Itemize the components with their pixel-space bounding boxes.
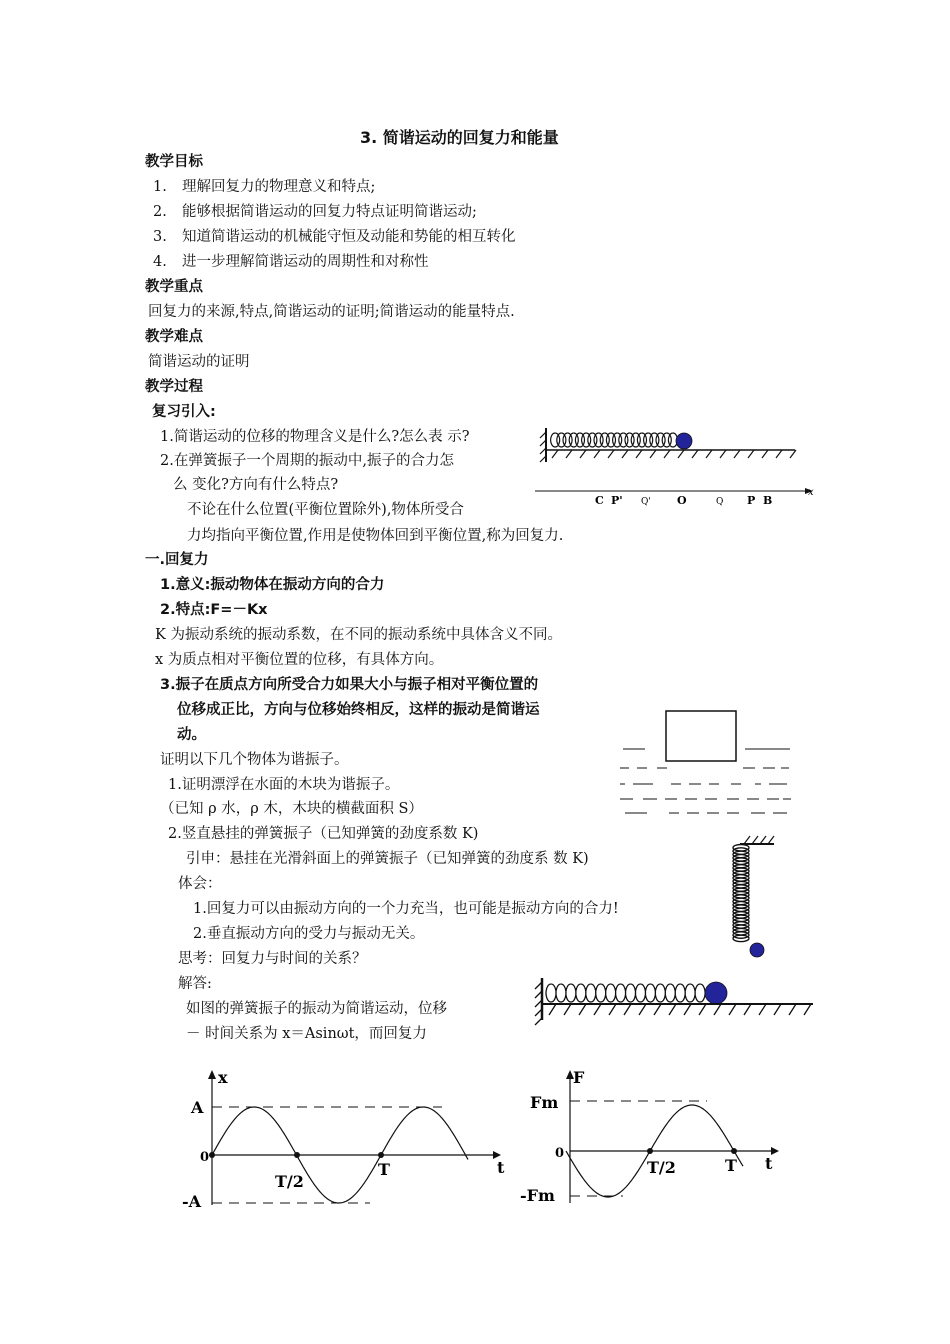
goal-item: 能够根据简谐运动的回复力特点证明简谐运动; [182, 204, 477, 220]
insight-heading: 体会： [178, 876, 222, 892]
graph-f-period: T [725, 1156, 737, 1175]
difficulty-heading: 教学难点 [145, 329, 203, 345]
graph-x-xlabel: t [497, 1158, 505, 1177]
graph-f-origin: 0 [555, 1146, 565, 1161]
insight-2: 2.垂直振动方向的受力与振动无关。 [193, 926, 425, 942]
definition-text-end: 动。 [177, 727, 206, 743]
axis-label-p-prime: P' [611, 494, 623, 507]
page-title: 3. 简谐运动的回复力和能量 [360, 128, 559, 147]
graph-f-xlabel: t [765, 1154, 773, 1173]
x-description: x 为质点相对平衡位置的位移，有具体方向。 [155, 652, 444, 668]
goal-item: 知道简谐运动的机械能守恒及动能和势能的相互转化 [182, 229, 516, 245]
axis-label-q: Q [716, 497, 724, 507]
answer-text: 如图的弹簧振子的振动为简谐运动，位移 [186, 1001, 447, 1017]
axis-label-o: O [677, 494, 687, 507]
prove-item-2: 2.竖直悬挂的弹簧振子（已知弹簧的劲度系数 K) [168, 826, 479, 842]
answer-text-cont: － 时间关系为 x＝Asinωt，而回复力 [186, 1026, 427, 1042]
prove-item-1-known: （已知 ρ 水，ρ 木，木块的横截面积 S） [160, 801, 423, 817]
goal-number: 4. [153, 254, 167, 270]
graph-f-half-period: T/2 [647, 1158, 676, 1177]
goal-number: 1. [153, 179, 167, 195]
review-answer-cont: 力均指向平衡位置,作用是使物体回到平衡位置,称为回复力. [187, 528, 564, 544]
review-heading: 复习引入: [152, 404, 216, 420]
answer-heading: 解答: [178, 976, 212, 992]
graph-f-amp-neg: -Fm [520, 1186, 555, 1205]
key-points-heading: 教学重点 [145, 279, 203, 295]
section-heading: 一.回复力 [145, 552, 209, 568]
vertical-spring-figure [730, 832, 780, 962]
spring-oscillator-figure-2 [525, 970, 825, 1025]
graph-x-origin: 0 [200, 1150, 210, 1165]
definition-text: 3.振子在质点方向所受合力如果大小与振子相对平衡位置的 [160, 677, 539, 693]
axis-label-x: x [808, 487, 814, 498]
review-answer: 不论在什么位置(平衡位置除外),物体所受合 [187, 502, 464, 518]
process-heading: 教学过程 [145, 379, 203, 395]
graph-x-period: T [378, 1160, 390, 1179]
goal-item: 进一步理解简谐运动的周期性和对称性 [182, 254, 429, 270]
graph-x-ylabel: x [218, 1068, 228, 1087]
think-text: 思考：回复力与时间的关系？ [178, 951, 367, 967]
key-points-text: 回复力的来源,特点,简谐运动的证明;简谐运动的能量特点. [148, 304, 515, 320]
graph-x-half-period: T/2 [275, 1172, 304, 1191]
k-description: K 为振动系统的振动系数，在不同的振动系统中具体含义不同。 [155, 627, 562, 643]
feature-text: 2.特点:F=－Kx [160, 602, 268, 618]
goals-heading: 教学目标 [145, 154, 203, 170]
review-question-2: 2.在弹簧振子一个周期的振动中,振子的合力怎 [160, 453, 454, 469]
difficulty-text: 简谐运动的证明 [148, 354, 250, 370]
goal-item: 理解回复力的物理意义和特点; [182, 179, 376, 195]
axis-label-p: P [747, 494, 756, 507]
force-time-graph [515, 1063, 785, 1213]
graph-x-amp-neg: -A [182, 1192, 202, 1211]
review-question-2-cont: 么 变化?方向有什么特点? [173, 477, 339, 493]
prove-intro: 证明以下几个物体为谐振子。 [160, 752, 349, 768]
extension-text: 引申：悬挂在光滑斜面上的弹簧振子（已知弹簧的劲度系 数 K) [186, 851, 589, 867]
graph-x-amp-pos: A [191, 1098, 204, 1117]
prove-item-1: 1.证明漂浮在水面的木块为谐振子。 [168, 777, 400, 793]
spring-oscillator-figure [530, 422, 820, 512]
axis-label-q-prime: Q' [641, 497, 651, 507]
floating-block-figure [615, 705, 795, 820]
axis-label-b: B [763, 494, 773, 507]
displacement-time-graph [180, 1065, 515, 1215]
insight-1: 1.回复力可以由振动方向的一个力充当，也可能是振动方向的合力! [193, 901, 619, 917]
definition-text-cont: 位移成正比，方向与位移始终相反，这样的振动是简谐运 [177, 702, 540, 718]
meaning-text: 1.意义:振动物体在振动方向的合力 [160, 577, 385, 593]
axis-label-c: C [595, 494, 604, 507]
graph-f-ylabel: F [573, 1068, 585, 1087]
goal-number: 2. [153, 204, 167, 220]
review-question-1: 1.简谐运动的位移的物理含义是什么?怎么表 示? [160, 429, 470, 445]
goal-number: 3. [153, 229, 167, 245]
graph-f-amp-pos: Fm [530, 1093, 559, 1112]
